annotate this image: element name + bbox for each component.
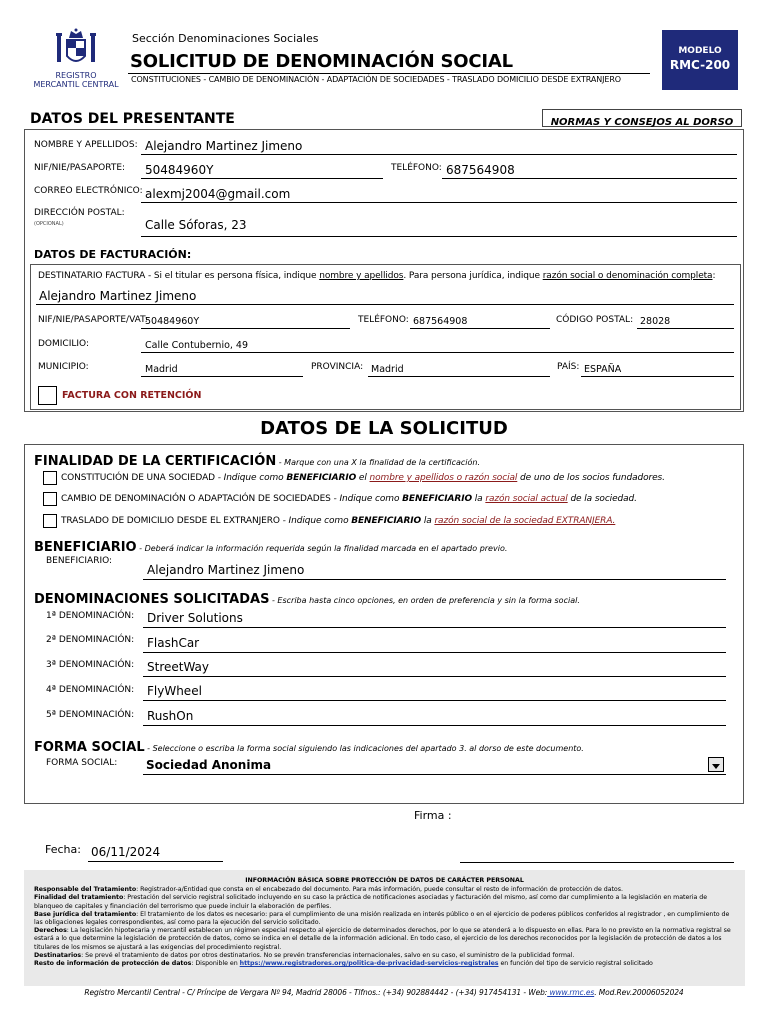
opt1-p2: el <box>356 473 370 483</box>
name3-line <box>143 676 726 677</box>
firma-label: Firma : <box>414 809 452 822</box>
province-field[interactable]: Madrid <box>371 364 404 375</box>
city-label: MUNICIPIO: <box>38 362 89 372</box>
name2-field[interactable]: FlashCar <box>147 636 200 650</box>
city-line <box>141 376 303 377</box>
form-value: Sociedad Anonima <box>146 758 272 772</box>
footer-link[interactable]: www.rmc.es <box>547 988 595 997</box>
purpose-title: FINALIDAD DE LA CERTIFICACIÓN <box>34 454 277 469</box>
beneficiary-line <box>143 579 726 580</box>
domicile-label: DOMICILIO: <box>38 339 89 349</box>
fecha-field[interactable]: 06/11/2024 <box>91 845 161 859</box>
form-title: FORMA SOCIAL <box>34 740 145 755</box>
name-label: NOMBRE Y APELLIDOS: <box>34 140 138 150</box>
billing-box <box>30 264 741 410</box>
footer-rev: . Mod.Rev.20006052024 <box>594 988 684 997</box>
form-title-rule <box>128 73 650 74</box>
name1-line <box>143 627 726 628</box>
privacy-r5-title: Destinatarios <box>34 951 82 959</box>
province-label: PROVINCIA: <box>311 362 364 372</box>
form-select[interactable] <box>143 755 726 775</box>
beneficiary-title: BENEFICIARIO <box>34 540 137 555</box>
coat-of-arms-icon <box>53 28 99 72</box>
model-badge <box>662 30 738 90</box>
cp-label: CÓDIGO POSTAL: <box>556 315 634 325</box>
billing-heading: DATOS DE FACTURACIÓN: <box>34 248 192 261</box>
country-field[interactable]: ESPAÑA <box>584 364 622 375</box>
privacy-link[interactable]: https://www.registradores.org/politica-de-privacidad-servicios-registrales <box>239 960 499 968</box>
beneficiary-field[interactable]: Alejandro Martinez Jimeno <box>147 563 305 577</box>
form-hint: - Seleccione o escriba la forma social siguiendo las indicaciones del apartado 3. al dorso de este documento. <box>144 744 584 753</box>
recipient-instructions <box>38 271 715 281</box>
opt1-u: nombre y apellidos o razón social <box>369 473 518 483</box>
footer <box>0 988 768 997</box>
header <box>0 0 768 100</box>
option-transfer <box>61 516 615 526</box>
domicile-field[interactable]: Calle Contubernio, 49 <box>145 340 249 351</box>
privacy-rights <box>34 927 735 952</box>
billing-phone-line <box>410 328 550 329</box>
opt3-u: razón social de la sociedad EXTRANJERA. <box>434 516 616 526</box>
address-line <box>141 236 737 237</box>
recipient-line <box>36 304 734 305</box>
name5-field[interactable]: RushOn <box>147 709 194 723</box>
form-label: FORMA SOCIAL: <box>46 758 118 768</box>
name4-field[interactable]: FlyWheel <box>147 684 202 698</box>
recipient-p1: DESTINATARIO FACTURA - Si el titular es persona física, indique <box>38 271 320 281</box>
beneficiary-heading <box>34 536 507 555</box>
province-line <box>368 376 550 377</box>
privacy-r5-text: : Se prevé el tratamiento de datos por otros destinatarios. No se prevén transferencias internacionales, salvo en su caso, el suministro de la publicidad formal. <box>81 951 575 959</box>
privacy-r6-p1: : Disponible en <box>191 960 240 968</box>
recipient-u1: nombre y apellidos <box>319 271 404 281</box>
email-label: CORREO ELECTRÓNICO: <box>34 186 143 196</box>
recipient-field[interactable]: Alejandro Martinez Jimeno <box>39 289 197 303</box>
opt1-p3: de uno de los socios fundadores. <box>517 473 665 483</box>
opt3-p2: la <box>421 516 435 526</box>
billing-nif-line <box>141 328 350 329</box>
retention-label: FACTURA CON RETENCIÓN <box>62 390 202 401</box>
privacy-box <box>24 870 745 986</box>
privacy-legal-basis <box>34 911 735 927</box>
name4-label: 4ª DENOMINACIÓN: <box>46 685 135 695</box>
billing-nif-label: NIF/NIE/PASAPORTE/VAT: <box>38 315 148 325</box>
retention-checkbox[interactable] <box>38 386 57 405</box>
fecha-line <box>88 861 223 862</box>
address-field[interactable]: Calle Sóforas, 23 <box>145 218 247 232</box>
name2-label: 2ª DENOMINACIÓN: <box>46 635 135 645</box>
opt2-p3: de la sociedad. <box>567 494 637 504</box>
phone-line <box>442 178 737 179</box>
billing-nif-field[interactable]: 50484960Y <box>145 316 200 327</box>
purpose-hint: - Marque con una X la finalidad de la certificación. <box>276 458 481 467</box>
city-field[interactable]: Madrid <box>145 364 178 375</box>
billing-phone-field[interactable]: 687564908 <box>413 316 468 327</box>
name2-line <box>143 652 726 653</box>
opt1-label: CONSTITUCIÓN DE UNA SOCIEDAD <box>61 473 215 483</box>
model-label: MODELO <box>678 46 722 56</box>
name4-line <box>143 700 726 701</box>
form-subtitle: CONSTITUCIONES - CAMBIO DE DENOMINACIÓN - ADAPTACIÓN DE SOCIEDADES - TRASLADO DOMICILIO DESDE EXTRANJERO <box>131 75 621 84</box>
logo-line1: REGISTRO <box>55 71 97 80</box>
privacy-r2-title: Finalidad del tratamiento <box>34 894 124 902</box>
privacy-more-info <box>34 960 735 968</box>
normas-box <box>542 109 742 127</box>
opt2-label: CAMBIO DE DENOMINACIÓN O ADAPTACIÓN DE SOCIEDADES <box>61 494 331 504</box>
privacy-r1-title: Responsable del Tratamiento <box>34 886 137 894</box>
footer-text: Registro Mercantil Central - C/ Príncipe de Vergara Nº 94, Madrid 28006 - Tlfnos.: (+34) 902884442 - (+34) 917454131 - Web: <box>84 988 548 997</box>
option-change-checkbox[interactable] <box>43 492 57 506</box>
billing-phone-label: TELÉFONO: <box>358 315 409 325</box>
signature-line <box>460 862 734 863</box>
presenter-heading: DATOS DEL PRESENTANTE <box>30 111 235 127</box>
nif-label: NIF/NIE/PASAPORTE: <box>34 163 126 173</box>
phone-field[interactable]: 687564908 <box>446 163 515 177</box>
names-heading <box>34 588 580 607</box>
form-title: SOLICITUD DE DENOMINACIÓN SOCIAL <box>130 51 513 72</box>
normas-text: NORMAS Y CONSEJOS AL DORSO <box>550 117 734 128</box>
address-optional: (OPCIONAL) <box>34 221 64 227</box>
logo-line2: MERCANTIL CENTRAL <box>33 80 119 89</box>
name1-label: 1ª DENOMINACIÓN: <box>46 611 135 621</box>
option-transfer-checkbox[interactable] <box>43 514 57 528</box>
name5-label: 5ª DENOMINACIÓN: <box>46 710 135 720</box>
opt3-p1: - Indique como <box>279 516 352 526</box>
privacy-purpose <box>34 894 735 910</box>
section-name: Sección Denominaciones Sociales <box>132 32 319 45</box>
cp-field[interactable]: 28028 <box>640 316 671 327</box>
opt3-label: TRASLADO DE DOMICILIO DESDE EL EXTRANJERO <box>61 516 280 526</box>
email-field[interactable]: alexmj2004@gmail.com <box>145 187 291 201</box>
opt2-p2: la <box>472 494 486 504</box>
privacy-recipients <box>34 952 735 960</box>
purpose-heading <box>34 450 480 469</box>
privacy-r6-title: Resto de información de protección de datos <box>34 960 192 968</box>
option-change <box>61 494 637 504</box>
name-line <box>141 154 737 155</box>
recipient-p2: . Para persona jurídica, indique <box>403 271 543 281</box>
chevron-down-icon[interactable] <box>708 757 724 772</box>
name5-line <box>143 725 726 726</box>
names-hint: - Escriba hasta cinco opciones, en orden de preferencia y sin la forma social. <box>269 596 580 605</box>
email-line <box>141 202 737 203</box>
opt3-b: BENEFICIARIO <box>351 516 422 526</box>
model-code: RMC-200 <box>669 58 731 72</box>
privacy-r6-p2: en función del tipo de servicio registral solicitado <box>498 960 653 968</box>
opt1-b: BENEFICIARIO <box>286 473 357 483</box>
nif-field[interactable]: 50484960Y <box>145 163 214 177</box>
opt2-b: BENEFICIARIO <box>402 494 472 504</box>
form-heading <box>34 736 584 755</box>
name1-field[interactable]: Driver Solutions <box>147 611 243 625</box>
country-line <box>581 376 734 377</box>
privacy-title: INFORMACIÓN BÁSICA SOBRE PROTECCIÓN DE DATOS DE CARÁCTER PERSONAL <box>245 877 524 884</box>
cp-line <box>637 328 734 329</box>
request-heading: DATOS DE LA SOLICITUD <box>260 418 508 439</box>
address-label: DIRECCIÓN POSTAL: <box>34 208 125 218</box>
beneficiary-hint: - Deberá indicar la información requerida según la finalidad marcada en el apartado previo. <box>136 544 508 553</box>
country-label: PAÍS: <box>557 362 580 372</box>
name-field[interactable]: Alejandro Martinez Jimeno <box>145 139 303 153</box>
recipient-u2: razón social o denominación completa <box>542 271 713 281</box>
recipient-p3: : <box>712 271 716 281</box>
opt2-p1: - Indique como <box>330 494 403 504</box>
opt1-p1: - Indique como <box>214 473 287 483</box>
privacy-r2-text: : Prestación del servicio registral solicitado incluyendo en su caso la práctica de notificaciones asociadas y facturación del mismo, así como dar cumplimiento a la legislación en materia de blanqueo de capitales y financiación del terrorismo que puede incluir la elaboración de perfiles. <box>34 894 708 910</box>
name3-label: 3ª DENOMINACIÓN: <box>46 660 135 670</box>
name3-field[interactable]: StreetWay <box>147 660 210 674</box>
nif-line <box>141 178 383 179</box>
privacy-r3-text: : El tratamiento de los datos es necesario: para el cumplimiento de una misión realizada en interés público o en el ejercicio de poderes públicos conferidos al registrador , en cumplimiento de las obligaciones legales correspondientes, así como para la ejecución del servicio solicitado. <box>34 910 730 927</box>
privacy-r4-title: Derechos <box>34 927 67 935</box>
privacy-r4-text: : La legislación hipotecaria y mercantil establecen un régimen especial respecto al ejercicio de determinados derechos, por lo que se atenderá a lo dispuesto en ellas. Para lo no previsto en la normativa registral se estará a lo que determine la legislación de protección de datos, como se indica en el detalle de la información adicional. En todo caso, el ejercicio de los derechos reconocidos por la legislación de protección de datos a los titulares de los mismos se ajustará a las exigencias del procedimiento registral. <box>34 927 731 951</box>
option-constitution-checkbox[interactable] <box>43 471 57 485</box>
names-title: DENOMINACIONES SOLICITADAS <box>34 592 270 607</box>
phone-label: TELÉFONO: <box>391 163 442 173</box>
domicile-line <box>141 352 734 353</box>
privacy-r3-title: Base jurídica del tratamiento <box>34 910 137 918</box>
beneficiary-label: BENEFICIARIO: <box>46 556 113 566</box>
privacy-r1-text: : Registrador-a/Entidad que consta en el encabezado del documento. Para más información, puede consultar el resto de información de protección de datos. <box>136 886 623 894</box>
opt2-u: razón social actual <box>485 494 568 504</box>
fecha-label: Fecha: <box>45 843 81 856</box>
option-constitution <box>61 473 665 483</box>
